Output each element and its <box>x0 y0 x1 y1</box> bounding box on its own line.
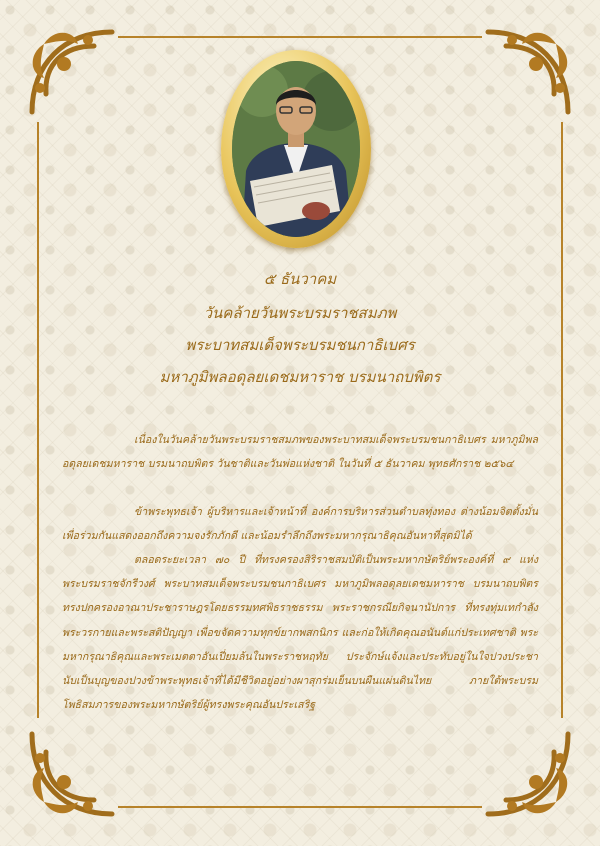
frame-bottom-line <box>118 806 482 808</box>
paragraph-pledge: ข้าพระพุทธเจ้า ผู้บริหารและเจ้าหน้าที่ องค์การบริหารส่วนตำบลทุ่งทอง ต่างน้อมจิตตั้งมั่นเพื่อร่วมกันแสดงออกถึงความจงรักภักดี และน้อมรำลึกถึงพระมหากรุณาธิคุณอันหาที่สุดมิได้ <box>62 506 538 543</box>
heading-date: ๕ ธันวาคม <box>263 270 337 288</box>
corner-ornament-top-right <box>480 24 576 120</box>
heading-occasion: วันคล้ายวันพระบรมราชสมภพ <box>203 304 397 322</box>
portrait-figure <box>232 61 360 237</box>
corner-ornament-bottom-left <box>24 726 120 822</box>
paragraph-occasion: เนื่องในวันคล้ายวันพระบรมราชสมภพของพระบาทสมเด็จพระบรมชนกาธิเบศร มหาภูมิพลอดุลยเดชมหาราช บรมนาถบพิตร วันชาติและวันพ่อแห่งชาติ ในวันที่ ๕ ธันวาคม พุทธศักราช ๒๕๖๔ <box>62 434 538 471</box>
corner-ornament-bottom-right <box>480 726 576 822</box>
frame-top-line <box>118 36 482 38</box>
frame-left-line <box>37 122 39 718</box>
heading-royal-name: มหาภูมิพลอดุลยเดชมหาราช บรมนาถบพิตร <box>159 368 441 386</box>
corner-ornament-top-left <box>24 24 120 120</box>
frame-right-line <box>561 122 563 718</box>
heading-royal-title: พระบาทสมเด็จพระบรมชนกาธิเบศร <box>185 336 415 354</box>
king-portrait-photo <box>232 61 360 237</box>
paragraph-tribute: ตลอดระยะเวลา ๗๐ ปี ที่ทรงครองสิริราชสมบัติเป็นพระมหากษัตริย์พระองค์ที่ ๙ แห่งพระบรมราชจักรีวงศ์ พระบาทสมเด็จพระบรมชนกาธิเบศร มหาภูมิพลอดุลยเดชมหาราช บรมนาถบพิตร ทรงปกครองอาณาประชาราษฎรโดยธรรมทศพิธราชธรรม พระราชกรณียกิจนานัปการ ที่ทรงทุ่มเทกำลังพระวรกายและพระสติปัญญา เพื่อขจัดความทุกข์ยากพสกนิกร และก่อให้เกิดคุณอนันต์แก่ประเทศชาติ พระมหากรุณาธิคุณและพระเมตตาอันเปี่ยมล้นในพระราชหฤทัย ประจักษ์แจ้งและประทับอยู่ในใจปวงประชา นับเป็นบุญของปวงข้าพระพุทธเจ้าที่ได้มีชีวิตอยู่อย่างผาสุกร่มเย็นบนผืนแผ่นดินไทย ภายใต้พระบรมโพธิสมภารของพระมหากษัตริย์ผู้ทรงพระคุณอันประเสริฐ <box>62 554 538 712</box>
